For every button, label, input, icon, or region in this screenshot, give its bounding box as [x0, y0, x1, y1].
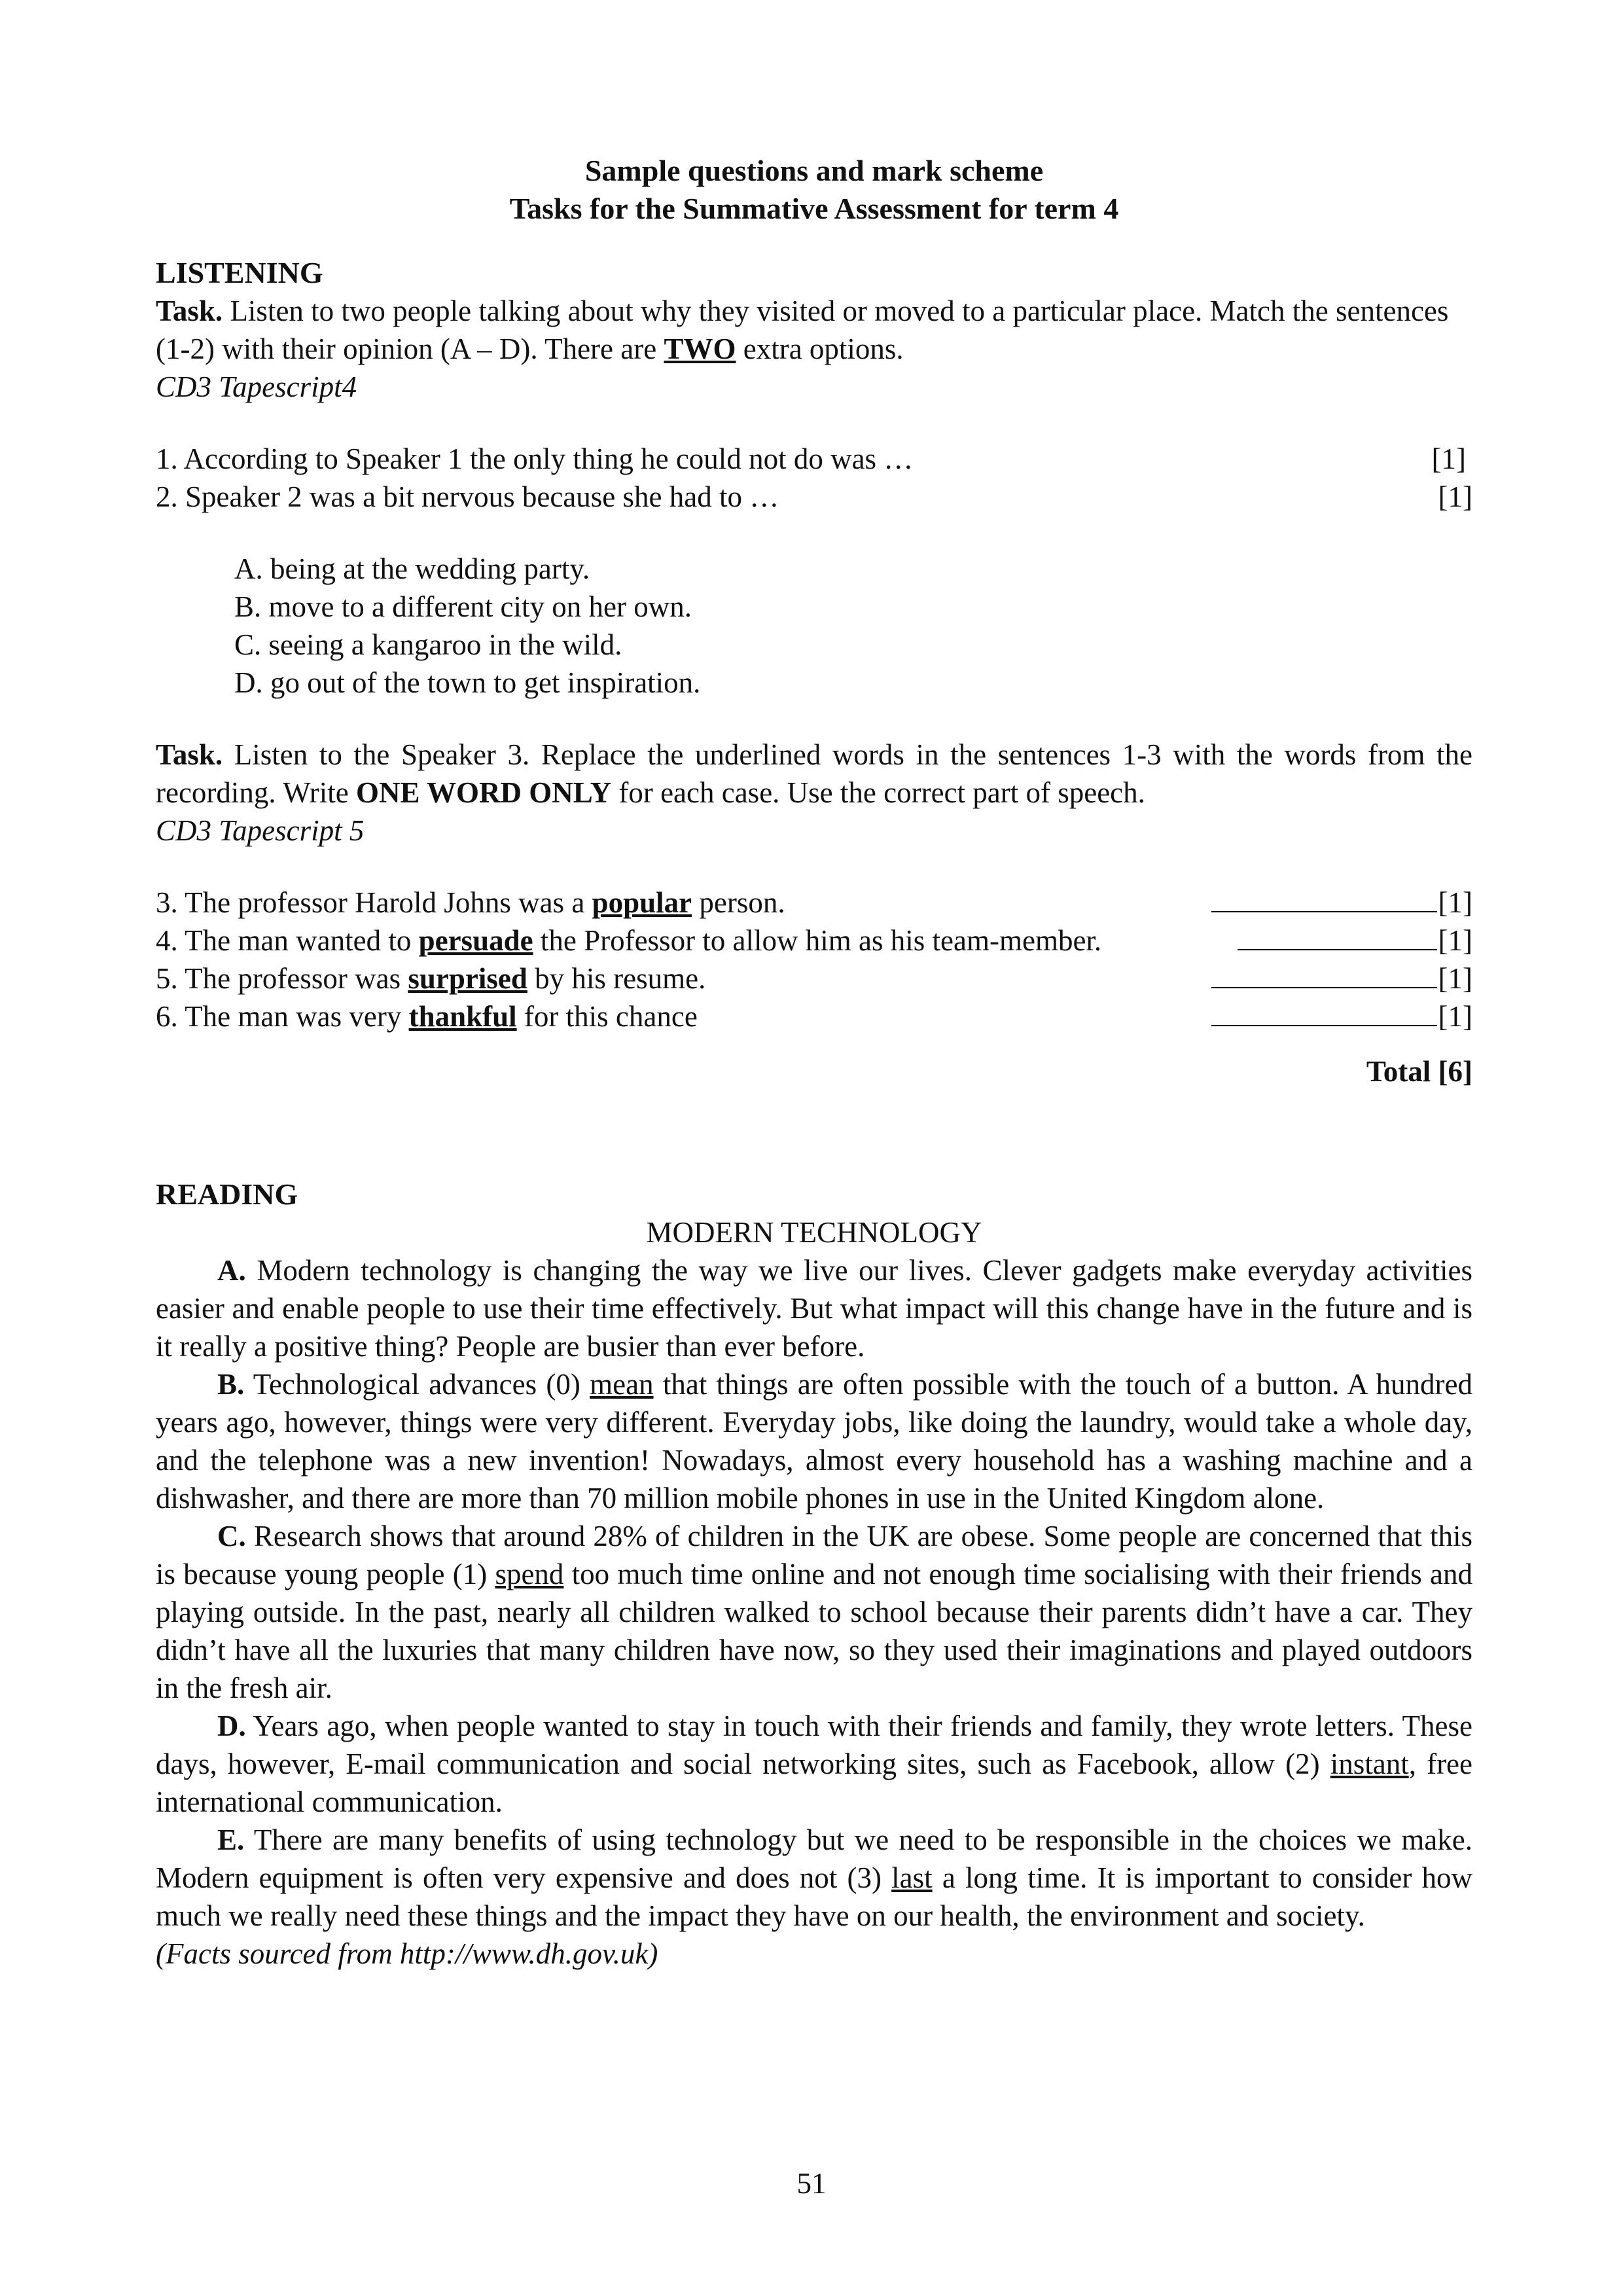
question-text: 1. According to Speaker 1 the only thing he could not do was …: [156, 442, 914, 475]
mark: [1]: [1438, 886, 1472, 919]
reading-title: MODERN TECHNOLOGY: [646, 1216, 982, 1249]
listening-task1-instructions: [156, 292, 1472, 368]
task-text: extra options.: [736, 332, 904, 365]
task-emphasis: ONE WORD ONLY: [356, 776, 612, 809]
reading-paragraph: E. There are many benefits of using technology but we need to be responsible in the choices we make. Modern equipment is often very expensive and does not (3) last a long time. It is important to consider how much we really need these things and the impact they have on our health, the environment and society.: [156, 1823, 1472, 1932]
task-label: Task.: [156, 738, 223, 771]
document-title: Sample questions and mark scheme: [584, 154, 1044, 187]
answer-blank[interactable]: [1211, 961, 1437, 988]
underlined-word: surprised: [408, 962, 527, 995]
tapescript-reference: CD3 Tapescript4: [156, 370, 357, 403]
task-text: Listen to two people talking about why they visited or moved to a particular place. Match the sentences (1-2) with their opinion (A – D). There are: [156, 295, 1449, 365]
document-subtitle: Tasks for the Summative Assessment for term 4: [509, 192, 1119, 225]
answer-options: [156, 550, 1472, 702]
question-text: 5. The professor was surprised by his resume.: [156, 962, 706, 995]
reading-heading: READING: [156, 1177, 298, 1211]
task-text: for each case. Use the correct part of speech.: [611, 776, 1145, 809]
question-row: [156, 997, 1472, 1035]
answer-blank[interactable]: [1211, 885, 1437, 912]
tapescript-reference: CD3 Tapescript 5: [156, 814, 365, 847]
listening-heading: LISTENING: [156, 256, 323, 289]
listening-task2-instructions: [156, 736, 1472, 812]
question-text: 6. The man was very thankful for this chance: [156, 1000, 698, 1033]
option-item: D. go out of the town to get inspiration.: [234, 666, 701, 699]
mark: [1]: [1438, 924, 1472, 957]
listening-total: Total [6]: [1366, 1055, 1472, 1088]
answer-blank[interactable]: [1238, 923, 1437, 950]
question-row: [156, 884, 1472, 922]
question-row: [156, 922, 1472, 960]
answer-blank[interactable]: [1211, 999, 1437, 1026]
question-text: 2. Speaker 2 was a bit nervous because she had to …: [156, 480, 779, 513]
mark: [1]: [1438, 1000, 1472, 1033]
reading-paragraph: C. Research shows that around 28% of children in the UK are obese. Some people are concerned that this is because young people (1) spend too much time online and not enough time socialising with their friends and playing outside. In the past, nearly all children walked to school because their parents didn’t have a car. They didn’t have all the luxuries that many children have now, so they used their imaginations and played outdoors in the fresh air.: [156, 1520, 1473, 1704]
question-text: 4. The man wanted to persuade the Professor to allow him as his team-member.: [156, 924, 1102, 957]
question-row: [156, 440, 1472, 478]
mark: [1]: [1438, 480, 1472, 513]
task-label: Task.: [156, 295, 223, 327]
gap-word: spend: [495, 1558, 564, 1590]
reading-paragraph: A. Modern technology is changing the way we live our lives. Clever gadgets make everyday activities easier and enable people to use their time effectively. But what impact will this change have in the future and is it really a positive thing? People are busier than ever before.: [156, 1254, 1472, 1363]
gap-word: mean: [590, 1368, 654, 1401]
question-row: [156, 478, 1472, 516]
question-text: 3. The professor Harold Johns was a popular person.: [156, 886, 785, 919]
reading-paragraph: B. Technological advances (0) mean that things are often possible with the touch of a button. A hundred years ago, however, things were very different. Everyday jobs, like doing the laundry, would take a whole day, and the telephone was a new invention! Nowadays, almost every household has a washing machine and a dishwasher, and there are more than 70 million mobile phones in use in the United Kingdom alone.: [156, 1368, 1472, 1515]
reading-paragraph: D. Years ago, when people wanted to stay in touch with their friends and family, they wrote letters. These days, however, E-mail communication and social networking sites, such as Facebook, allow (2) instant, free international communication.: [156, 1710, 1472, 1818]
underlined-word: thankful: [408, 1000, 517, 1033]
option-item: A. being at the wedding party.: [234, 552, 590, 585]
underlined-word: persuade: [418, 924, 533, 957]
option-item: C. seeing a kangaroo in the wild.: [234, 628, 622, 661]
page-number: 51: [796, 2167, 827, 2200]
mark: [1]: [1431, 442, 1466, 475]
task-text: Listen to the Speaker 3. Replace the underlined words in the sentences 1-3 with the words from the recording. Write: [156, 738, 1472, 809]
underlined-word: popular: [592, 886, 692, 919]
mark: [1]: [1438, 962, 1472, 995]
reading-source: (Facts sourced from http://www.dh.gov.uk): [156, 1937, 658, 1970]
question-row: [156, 960, 1472, 997]
gap-word: instant: [1330, 1748, 1409, 1780]
gap-word: last: [891, 1861, 933, 1894]
option-item: B. move to a different city on her own.: [234, 590, 692, 623]
task-emphasis: TWO: [664, 332, 736, 365]
document-page: [156, 152, 1472, 1973]
